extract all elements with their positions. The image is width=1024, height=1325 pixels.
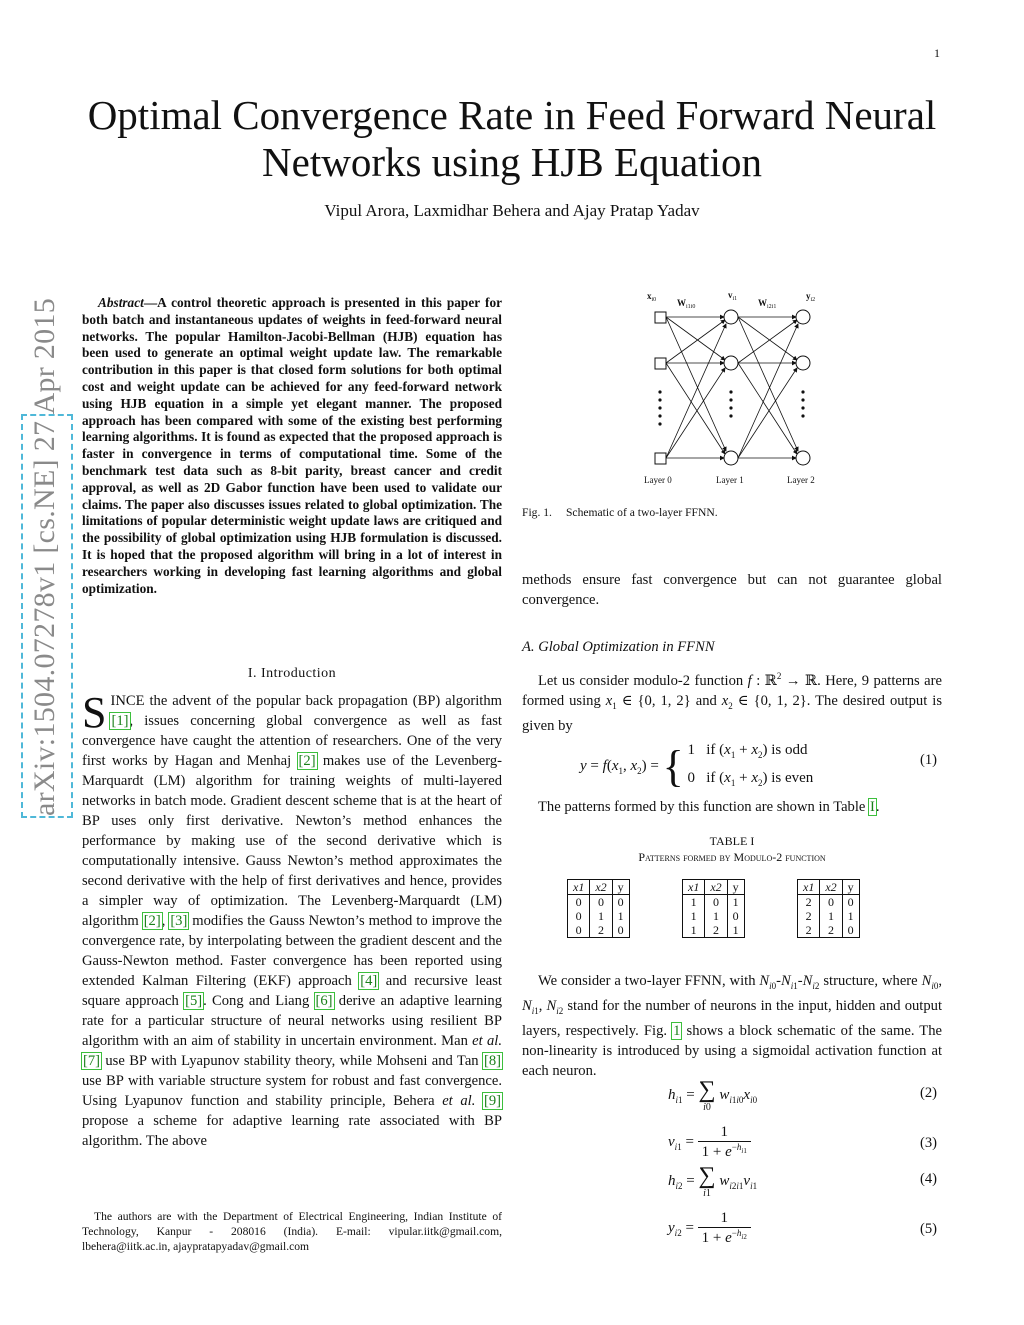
citation-link[interactable]: [1]	[111, 713, 129, 729]
hidden-node	[724, 310, 738, 324]
citation-link[interactable]: [3]	[170, 913, 188, 929]
citation-link[interactable]: [8]	[483, 1053, 501, 1069]
modulo-table-3: x1 x2 y 2 0 0 2 1 1 2 2 0	[797, 879, 860, 938]
para-text: Let us consider modulo-2 function	[538, 672, 748, 689]
hidden-node	[724, 356, 738, 370]
layer-label-1: Layer 1	[716, 475, 744, 485]
citation-link[interactable]: [4]	[360, 973, 378, 989]
ellipsis-dots	[658, 390, 804, 425]
citation-link[interactable]: [2]	[143, 913, 161, 929]
citation-link[interactable]: [2]	[298, 753, 316, 769]
label-weight-2: $W_{i2i1}$	[758, 298, 777, 310]
figure-label: Fig. 1.	[522, 506, 552, 519]
authors: Vipul Arora, Laxmidhar Behera and Ajay Pratap Yadav	[324, 201, 700, 220]
label-x-input: $x_{i0}$	[647, 291, 657, 303]
abstract-lead: Abstract	[98, 295, 144, 310]
intro-text: makes use of the Levenberg-Marquardt (LM) algorithm for training weights of multi-layered networks in batch mode. Gradient descent scheme that is at the heart of BP uses only first derivative. Newton’s method enhances the performance by making use of the second derivative which is computationally intensive. Gauss Newton’s method approximates the second derivative with the help of first derivatives and hence, provides a simpler way of optimization. The Levenberg-Marquardt (LM) algorithm	[82, 753, 502, 929]
para-text: structure, where	[819, 973, 922, 989]
label-v-hidden: $v_{i1}$	[728, 290, 738, 302]
input-node	[655, 358, 666, 369]
equation-2: $h_{i1}$ = ∑ i0 $w_{i1i0}x_{i0}$	[668, 1077, 758, 1113]
table-caption-title: Patterns formed by Modulo-2 function	[638, 850, 826, 864]
figure-ref-link[interactable]: 1	[673, 1022, 681, 1039]
output-node	[796, 356, 810, 370]
modulo-table-2: x1 x2 y 1 0 1 1 1 0 1 2 1	[682, 879, 745, 938]
para-text: . The desired output is given by	[522, 692, 942, 734]
layer-label-2: Layer 2	[787, 475, 815, 485]
equation-1: $y = f(x_1$, $x_2$) = { 1 if $(x_1 + x_2)$ is odd 0 if $(x_1 + x_2)$ is even	[580, 742, 814, 791]
input-node	[655, 453, 666, 464]
title-line-2: Networks using HJB Equation	[262, 139, 762, 185]
footnote: The authors are with the Department of Electrical Engineering, Indian Institute of Technology, Kanpur - 208016 (India). E-mail: vipular.iitk@gmail.com, lbehera@iitk.ac.in, ajaypratapyadav@gmail.com	[82, 1210, 502, 1253]
intro-italic: et al.	[442, 1093, 476, 1109]
intro-text: use BP with variable structure system for robust and fast convergence. Using Lyapunov function and stability principle, Behera	[82, 1073, 502, 1109]
output-node	[796, 310, 810, 324]
intro-text: . Cong and Liang	[203, 993, 315, 1009]
intro-text: propose a scheme for adaptive learning rate associated with BP algorithm. The above	[82, 1113, 502, 1149]
intro-text: and recursive least square approach	[82, 973, 502, 1009]
paragraph-modulo: Let us consider modulo-2 function f : ℝ$^2$ → ℝ. Here, 9 patterns are formed using $x_1$ ∈ {0, 1, 2} and $x_2$ ∈ {0, 1, 2}. The desired output is given by	[522, 671, 942, 734]
paper-title	[60, 92, 964, 186]
intro-text: ,	[161, 913, 170, 929]
abstract-dash: —	[143, 295, 158, 310]
paragraph-table-ref: The patterns formed by this function are shown in Table I.	[538, 799, 880, 815]
equation-number-3: (3)	[920, 1135, 938, 1151]
abstract	[82, 295, 502, 597]
input-node	[655, 312, 666, 323]
hidden-node	[724, 451, 738, 465]
page-number: 1	[934, 46, 940, 60]
modulo-table-1: x1 x2 y 0 0 0 0 1 1 0 2 0	[567, 879, 630, 938]
equation-number-2: (2)	[920, 1085, 938, 1101]
para-text: shows a block schematic of the same. The non-linearity is introduced by using a sigmoidal activation function at each neuron.	[522, 1022, 942, 1079]
citation-link[interactable]: [5]	[185, 993, 203, 1009]
connection-arrows	[666, 317, 798, 458]
citation-link[interactable]: [7]	[83, 1053, 101, 1069]
title-line-1: Optimal Convergence Rate in Feed Forward Neural	[87, 92, 937, 138]
para-text: and	[690, 692, 722, 709]
para-text: The patterns formed by this function are shown in Table	[538, 799, 870, 815]
table-caption-number: TABLE I	[709, 834, 755, 848]
introduction-body	[82, 688, 503, 1151]
intro-text: modifies the Gauss Newton’s method to improve the convergence rate, by interpolating between the gradient descent and the Gauss-Newton method. Faster convergence has been reported using extended Kalman Filtering (EKF) approach	[82, 913, 502, 989]
dropcap: S	[82, 688, 107, 737]
intro-text: the advent of the popular back propagation (BP) algorithm	[144, 693, 502, 709]
layer-label-0: Layer 0	[644, 475, 672, 485]
subsection-heading: A. Global Optimization in FFNN	[522, 639, 715, 655]
equation-number-1: (1)	[920, 752, 938, 768]
equation-3: $v_{i1}$ = $\frac{1}{1 + e^{-h_{i1}}}$	[668, 1124, 751, 1161]
paragraph-ffnn-structure: We consider a two-layer FFNN, with $N_{i0}-N_{i1}-N_{i2}$ structure, where $N_{i0}$, $N_{i1}$, $N_{i2}$ stand for the number of neurons in the input, hidden and output layers, respectively. Fig. 1 shows a block schematic of the same. The non-linearity is introduced by using a sigmoidal activation function at each neuron.	[522, 973, 943, 1079]
para-text: stand for the number of neurons in the input, hidden and output layers, respectively. Fig.	[522, 997, 943, 1039]
section-heading-introduction: I. Introduction	[247, 666, 337, 681]
figure-caption	[522, 506, 718, 519]
intro-italic: et al.	[472, 1033, 502, 1049]
label-weight-1: $W_{i1i0}$	[677, 298, 696, 310]
figure-caption-text: Schematic of a two-layer FFNN.	[565, 506, 718, 519]
intro-text: derive an adaptive learning rate for a particular structure of neural networks using resilient BP algorithm with an aim of stability in uncertain environment. Man	[82, 993, 503, 1049]
output-node	[796, 451, 810, 465]
arxiv-stamp[interactable]: arXiv:1504.07278v1 [cs.NE] 27 Apr 2015	[21, 414, 73, 818]
equation-number-4: (4)	[920, 1171, 938, 1187]
intro-text	[475, 1093, 483, 1109]
abstract-text: A control theoretic approach is presented in this paper for both batch and instantaneous updates of weights in feed-forward neural networks. The popular Hamilton-Jacobi-Bellman (HJB) equation has been used to generate an optimal weight update law. The remarkable contribution in this paper is that closed form solutions for both optimal cost and weight update can be achieved for any feed-forward network using HJB equation in a simple yet elegant manner. The proposed approach has been compared with some of the existing best performing learning algorithms. It is found as expected that the proposed approach is faster in convergence in terms of computational time. Some of the benchmark test data such as 8-bit parity, breast cancer and credit approval, as well as 2D Gabor function have been used to validate our claims. The paper also discusses issues related to global optimization. The limitations of popular deterministic weight update laws are critiqued and the possibility of global optimization using HJB formulation is discussed. It is hoped that the proposed algorithm will bring in a lot of interest in researchers working in developing fast learning algorithms and global optimization.	[82, 295, 502, 596]
citation-link[interactable]: [9]	[483, 1093, 501, 1109]
label-y-output: $y_{i2}$	[806, 291, 816, 303]
ffnn-schematic	[630, 288, 830, 488]
table-caption	[522, 833, 942, 865]
para-text: . Here, 9 patterns are formed using	[522, 672, 942, 709]
intro-first-word: INCE	[110, 693, 145, 709]
equation-4: $h_{i2}$ = ∑ i1 $w_{i2i1}v_{i1}$	[668, 1163, 758, 1199]
intro-text: use BP with Lyapunov stability theory, while Mohseni and Tan	[101, 1053, 483, 1069]
equation-5: $y_{i2}$ = $\frac{1}{1 + e^{-h_{i2}}}$	[668, 1210, 751, 1247]
para-text: We consider a two-layer FFNN, with	[538, 973, 760, 989]
equation-number-5: (5)	[920, 1221, 938, 1237]
citation-link[interactable]: [6]	[315, 993, 333, 1009]
intro-text: , issues concerning global convergence as well as fast convergence have caught the attention of researchers. One of the very first works by Hagan and Menhaj	[82, 713, 502, 769]
continuation-paragraph: methods ensure fast convergence but can not guarantee global convergence.	[522, 572, 942, 608]
table-ref-link[interactable]: I	[870, 799, 875, 815]
